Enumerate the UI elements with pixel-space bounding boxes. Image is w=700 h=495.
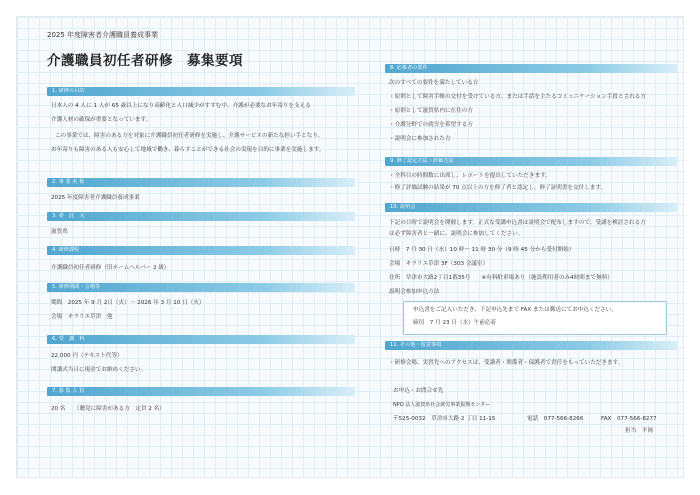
s6-note: 開講式当日に現金でお納めください。 xyxy=(51,367,147,373)
s5-venue: 会場 キラリエ草津 他 xyxy=(51,314,113,320)
s8-intro: 次のすべての要件を満たしている方 xyxy=(389,80,479,86)
contact-label: お申込・お問合せ先 xyxy=(393,388,444,394)
section-2-heading: 2. 事 業 名 称 xyxy=(47,178,355,187)
s10-date: 日時 7 月 30 日（水）10 時～ 11 時 30 分（9 時 45 分から受付開始） xyxy=(389,247,575,253)
s9-item-2: ・修了評価試験の結果が 70 点以上の方を修了者と認定し、修了証明書を交付します。 xyxy=(389,185,607,191)
section-10-heading: 10. 説明会 xyxy=(385,203,677,212)
s1-line-3: この事業では、障害のある方を対象に介護職員初任者研修を実施し、介護サービスの新たな担い手となり、 xyxy=(55,133,324,139)
s4-value: 介護職員初任者研修（旧ホームヘルパー 2 級） xyxy=(51,265,170,271)
section-4-heading: 4. 研修課程 xyxy=(47,246,355,255)
s10-intro-2: は必ず障害者と一緒に、説明会に参加してください。 xyxy=(389,231,524,237)
s8-item-3: ・介護分野での就労を希望する方 xyxy=(389,122,473,128)
contact-person: 担当 平岡 xyxy=(625,428,653,434)
s11-item: ・研修会場、実習先へのアクセスは、受講者・関係者・保護者で責任をもっていただきます。 xyxy=(389,360,624,366)
s10-venue: 会場 キラリエ草津 3F（303 会議室） xyxy=(389,261,489,267)
s10-intro-1: 下記の日時で説明会を開催します。正式な受講申込書は説明会で配布しますので、受講を検討される方 xyxy=(389,220,646,226)
s1-line-2: 介護人材の確保が重要となっています。 xyxy=(51,117,152,123)
section-9-heading: 9. 修了認定方法・評価方法 xyxy=(385,157,677,166)
s10-apply-1: 申込書をご記入いただき、下記申込先まで FAX または郵送にてお申込ください。 xyxy=(413,307,617,313)
contact-postal: 〒525-0032 草津市大路 2 丁目 11-15 xyxy=(393,416,496,422)
section-3-heading: 3. 委 託 元 xyxy=(47,212,355,221)
section-1-heading: 1. 研修の目的 xyxy=(47,87,355,96)
flyer-sheet xyxy=(16,16,684,478)
s2-value: 2025 年度障害者介護職員養成事業 xyxy=(51,195,140,201)
section-7-heading: 7. 募 集 人 員 xyxy=(47,387,355,396)
project-name: 2025 年度障害者介護職員養成事業 xyxy=(47,31,159,39)
s6-fee: 22,000 円（テキスト代等） xyxy=(51,353,123,359)
s8-item-4: ・説明会に参加された方 xyxy=(389,136,451,142)
contact-tel: 電話 077-566-8266 xyxy=(527,416,584,422)
section-5-heading: 5. 研修期間・会場等 xyxy=(47,283,355,292)
section-11-heading: 11. その他・留意事項 xyxy=(385,341,677,350)
s9-item-1: ・全科目の時間数に出席し、レポートを提出していただきます。 xyxy=(389,173,551,179)
s8-item-1: ・原則として障害手帳の交付を受けている方、または手話を主たるコミュニケーション手段とされる方 xyxy=(389,94,646,100)
s7-value: 20 名 （聴覚に障害がある方 定員 2 名） xyxy=(51,406,165,412)
contact-fax: FAX 077-566-8277 xyxy=(601,416,657,422)
s10-apply-heading: 説明会参加申込方法 xyxy=(389,289,440,295)
s3-value: 滋賀県 xyxy=(51,229,68,235)
s5-period: 期間 2025 年 9 月 2日（火）～ 2026 年 3 月 10 日（火） xyxy=(51,300,205,306)
s1-line-4: お年寄りも障害のある人も安心して地域で働き、暮らすことができる社会の実現を目的に事業を実施します。 xyxy=(51,147,325,153)
section-8-heading: 8. 応募者の要件 xyxy=(385,64,677,73)
page-title: 介護職員初任者研修 募集要項 xyxy=(47,53,243,69)
s10-address: 住所 草津市大路2丁目1番35号 ※有料駐車場あり（施設利用者のみ4時間まで無料） xyxy=(389,275,613,281)
s1-line-1: 日本人の 4 人に 1 人が 65 歳以上になり高齢化と人口減少がすすむ中、介護が必要なお年寄りを支える xyxy=(51,103,311,109)
s8-item-2: ・原則として滋賀県内に在住の方 xyxy=(389,108,473,114)
section-6-heading: 6. 受 講 料 xyxy=(47,335,355,344)
s10-apply-deadline: 締切 7 月 23 日（水）午前必着 xyxy=(413,320,497,326)
contact-org: NPO 法人滋賀県社会就労事業振興センター xyxy=(393,402,491,408)
